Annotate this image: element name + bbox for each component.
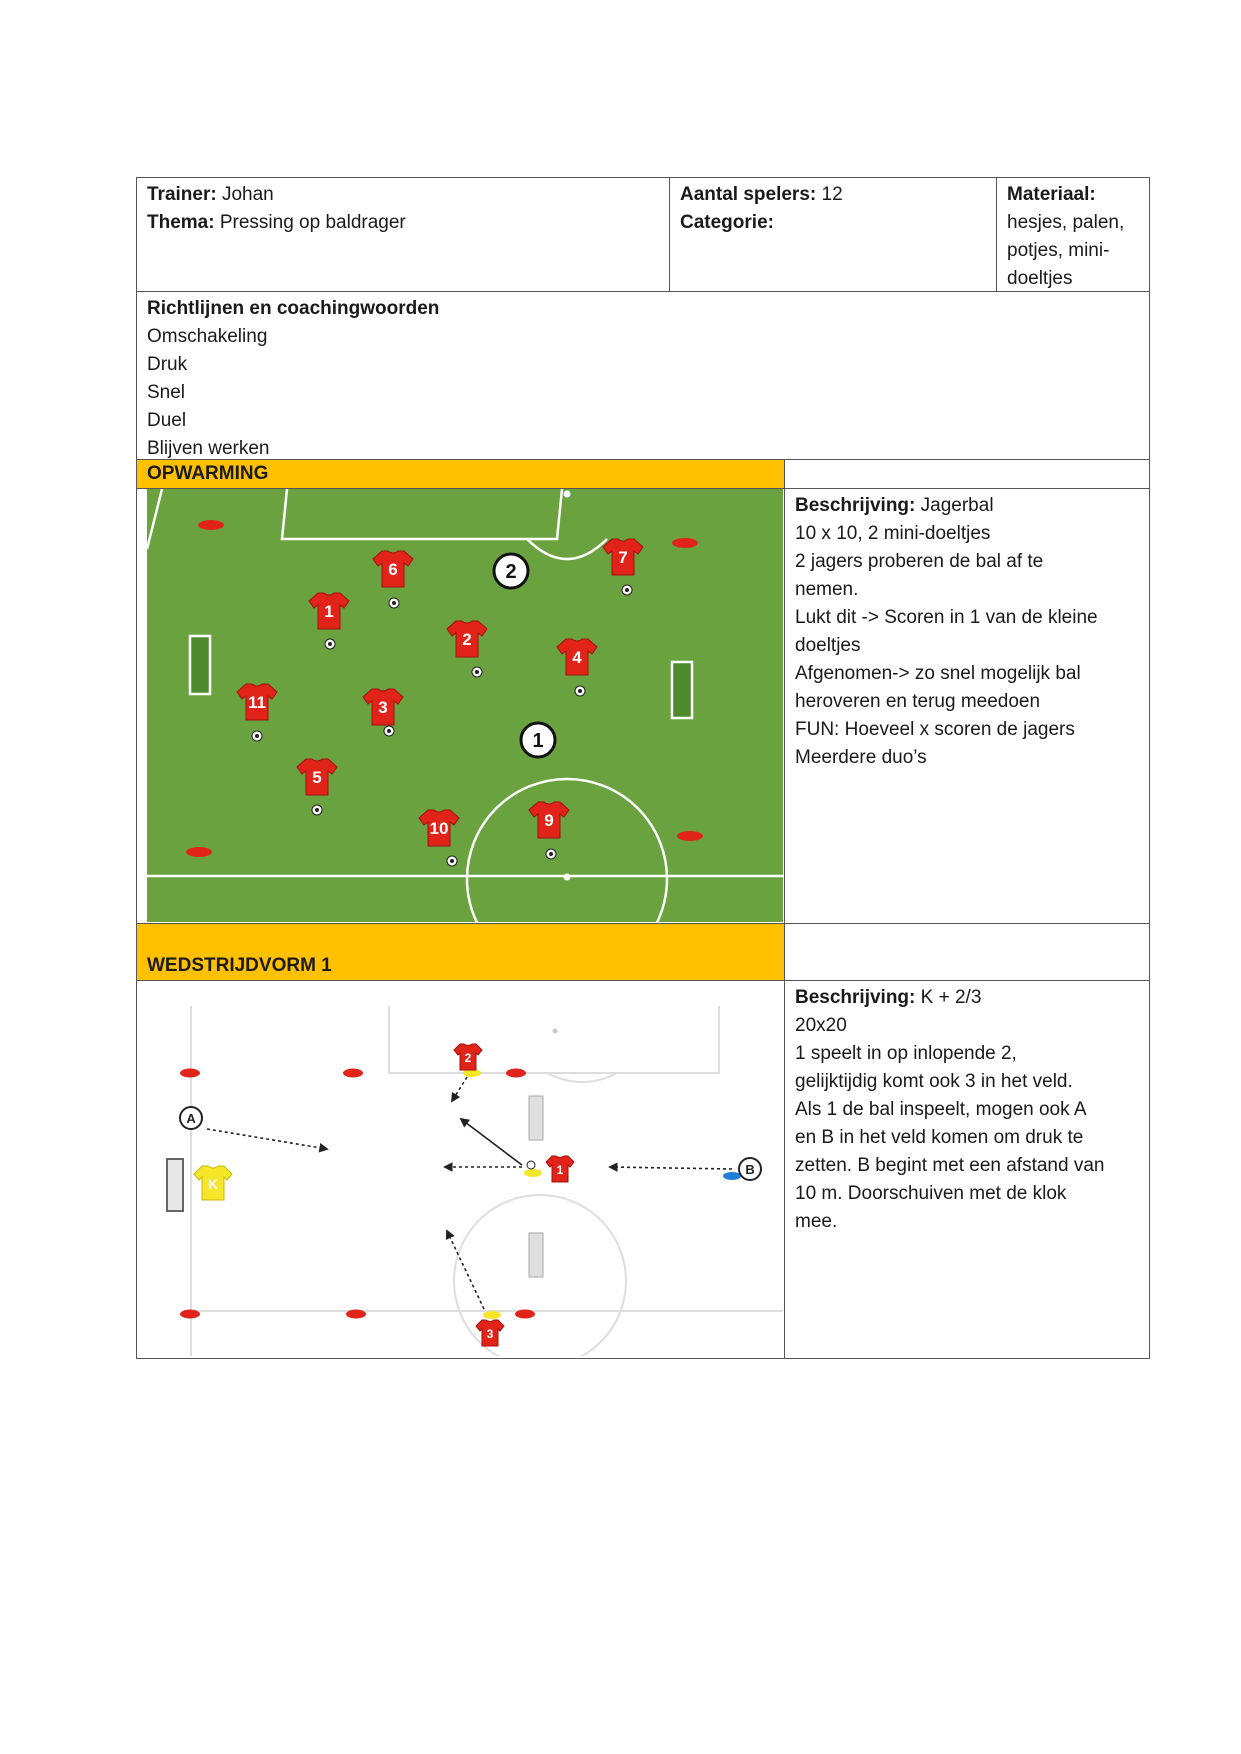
keeper-goal bbox=[167, 1159, 183, 1211]
richtlijnen-title: Richtlijnen en coachingwoorden bbox=[147, 298, 440, 319]
thema-value: Pressing op baldrager bbox=[219, 212, 406, 233]
wedstrijdvorm-description bbox=[784, 981, 1149, 1358]
materiaal-label: Materiaal: bbox=[1007, 184, 1096, 205]
wedstrijdvorm-desc-line: gelijktijdig komt ook 3 in het veld. bbox=[795, 1071, 1073, 1092]
pitch-spot bbox=[564, 491, 571, 498]
ball-icon bbox=[389, 598, 399, 608]
ball-icon bbox=[252, 731, 262, 741]
ball-icon bbox=[575, 686, 585, 696]
svg-text:1: 1 bbox=[324, 602, 334, 621]
richtlijn-item: Snel bbox=[147, 382, 186, 403]
wedstrijdvorm-desc-line: zetten. B begint met een afstand van bbox=[795, 1155, 1105, 1176]
trainer-cell bbox=[137, 178, 669, 291]
wedstrijdvorm-drill-cell bbox=[137, 981, 784, 1358]
opwarming-pitch-diagram bbox=[147, 489, 783, 922]
header-row bbox=[137, 178, 1149, 292]
svg-text:7: 7 bbox=[618, 548, 628, 567]
ball-icon bbox=[472, 667, 482, 677]
marker-b bbox=[739, 1158, 761, 1180]
svg-text:K: K bbox=[207, 1176, 219, 1192]
opwarming-desc-line: Afgenomen-> zo snel mogelijk bal bbox=[795, 663, 1081, 684]
opwarming-desc-line: FUN: Hoeveel x scoren de jagers bbox=[795, 719, 1075, 740]
cone-marker bbox=[186, 847, 212, 857]
materiaal-cell bbox=[996, 178, 1149, 291]
categorie-label: Categorie: bbox=[680, 212, 774, 233]
wedstrijdvorm-header-empty bbox=[784, 924, 1149, 980]
opwarming-desc-line: heroveren en terug meedoen bbox=[795, 691, 1041, 712]
wedstrijdvorm-pitch-diagram bbox=[147, 981, 783, 1356]
wedstrijdvorm-desc-line: 10 m. Doorschuiven met de klok bbox=[795, 1183, 1067, 1204]
pitch-spot bbox=[564, 874, 571, 881]
wedstrijdvorm-desc-line: Als 1 de bal inspeelt, mogen ook A bbox=[795, 1099, 1087, 1120]
ball-icon bbox=[622, 585, 632, 595]
mini-goal bbox=[529, 1233, 543, 1277]
opwarming-title: OPWARMING bbox=[137, 460, 784, 488]
wedstrijdvorm-header-row bbox=[137, 924, 1149, 981]
opwarming-desc-line: doeltjes bbox=[795, 635, 861, 656]
ball-icon bbox=[384, 726, 394, 736]
svg-text:3: 3 bbox=[378, 698, 388, 717]
materiaal-line: hesjes, palen, bbox=[1007, 212, 1125, 233]
training-sheet bbox=[136, 177, 1150, 1359]
wedstrijdvorm-desc-line: en B in het veld komen om druk te bbox=[795, 1127, 1084, 1148]
aantal-value: 12 bbox=[821, 184, 843, 205]
opwarming-desc-line: Meerdere duo’s bbox=[795, 747, 927, 768]
thema-label: Thema: bbox=[147, 212, 215, 233]
hunter-marker bbox=[494, 554, 528, 588]
opwarming-desc-label: Beschrijving: bbox=[795, 495, 916, 516]
svg-text:9: 9 bbox=[544, 811, 554, 830]
opwarming-header-empty bbox=[784, 460, 1149, 488]
svg-text:2: 2 bbox=[462, 630, 472, 649]
wedstrijdvorm-desc-value: K + 2/3 bbox=[920, 987, 982, 1008]
svg-text:B: B bbox=[745, 1162, 755, 1177]
richtlijn-item: Duel bbox=[147, 410, 187, 431]
opwarming-row bbox=[137, 489, 1149, 924]
opwarming-drill-cell bbox=[137, 489, 784, 923]
svg-text:4: 4 bbox=[572, 648, 582, 667]
richtlijnen-row bbox=[137, 292, 1149, 460]
svg-text:1: 1 bbox=[532, 730, 544, 752]
opwarming-desc-line: nemen. bbox=[795, 579, 859, 600]
ball-icon bbox=[447, 856, 457, 866]
opwarming-desc-value: Jagerbal bbox=[920, 495, 994, 516]
richtlijnen-cell bbox=[137, 292, 1149, 459]
cone-marker bbox=[198, 520, 224, 530]
players-cell bbox=[669, 178, 996, 291]
richtlijn-item: Druk bbox=[147, 354, 188, 375]
opwarming-desc-line: 10 x 10, 2 mini-doeltjes bbox=[795, 523, 991, 544]
wedstrijdvorm-desc-line: mee. bbox=[795, 1211, 838, 1232]
mini-goal bbox=[529, 1096, 543, 1140]
wedstrijdvorm-desc-label: Beschrijving: bbox=[795, 987, 916, 1008]
svg-text:6: 6 bbox=[388, 560, 398, 579]
hunter-marker bbox=[521, 723, 555, 757]
opwarming-desc-line: 2 jagers proberen de bal af te bbox=[795, 551, 1044, 572]
wedstrijdvorm-title: WEDSTRIJDVORM 1 bbox=[137, 924, 784, 980]
marker-a bbox=[180, 1107, 202, 1129]
svg-text:2: 2 bbox=[505, 561, 517, 583]
wedstrijdvorm-row bbox=[137, 981, 1149, 1358]
cone-marker bbox=[677, 831, 703, 841]
svg-text:3: 3 bbox=[486, 1327, 494, 1341]
materiaal-line: potjes, mini- bbox=[1007, 240, 1110, 261]
svg-text:5: 5 bbox=[312, 768, 322, 787]
materiaal-line: doeltjes bbox=[1007, 268, 1073, 289]
svg-text:11: 11 bbox=[248, 693, 266, 712]
opwarming-header-row bbox=[137, 460, 1149, 489]
ball-icon bbox=[325, 639, 335, 649]
cone-marker bbox=[672, 538, 698, 548]
svg-text:1: 1 bbox=[556, 1163, 564, 1177]
trainer-value: Johan bbox=[221, 184, 274, 205]
ball-icon bbox=[312, 805, 322, 815]
trainer-label: Trainer: bbox=[147, 184, 217, 205]
aantal-label: Aantal spelers: bbox=[680, 184, 817, 205]
richtlijn-item: Blijven werken bbox=[147, 438, 270, 459]
mini-goal-left bbox=[190, 636, 210, 694]
ball-icon bbox=[546, 849, 556, 859]
wedstrijdvorm-desc-line: 1 speelt in op inlopende 2, bbox=[795, 1043, 1017, 1064]
svg-text:10: 10 bbox=[429, 819, 449, 838]
wedstrijdvorm-desc-line: 20x20 bbox=[795, 1015, 847, 1036]
opwarming-desc-line: Lukt dit -> Scoren in 1 van de kleine bbox=[795, 607, 1098, 628]
opwarming-description bbox=[784, 489, 1149, 923]
svg-text:A: A bbox=[186, 1111, 196, 1126]
pitch-spot bbox=[553, 1029, 558, 1034]
mini-goal-right bbox=[672, 662, 692, 718]
svg-text:2: 2 bbox=[464, 1051, 472, 1065]
richtlijn-item: Omschakeling bbox=[147, 326, 268, 347]
ball-icon bbox=[527, 1161, 535, 1169]
